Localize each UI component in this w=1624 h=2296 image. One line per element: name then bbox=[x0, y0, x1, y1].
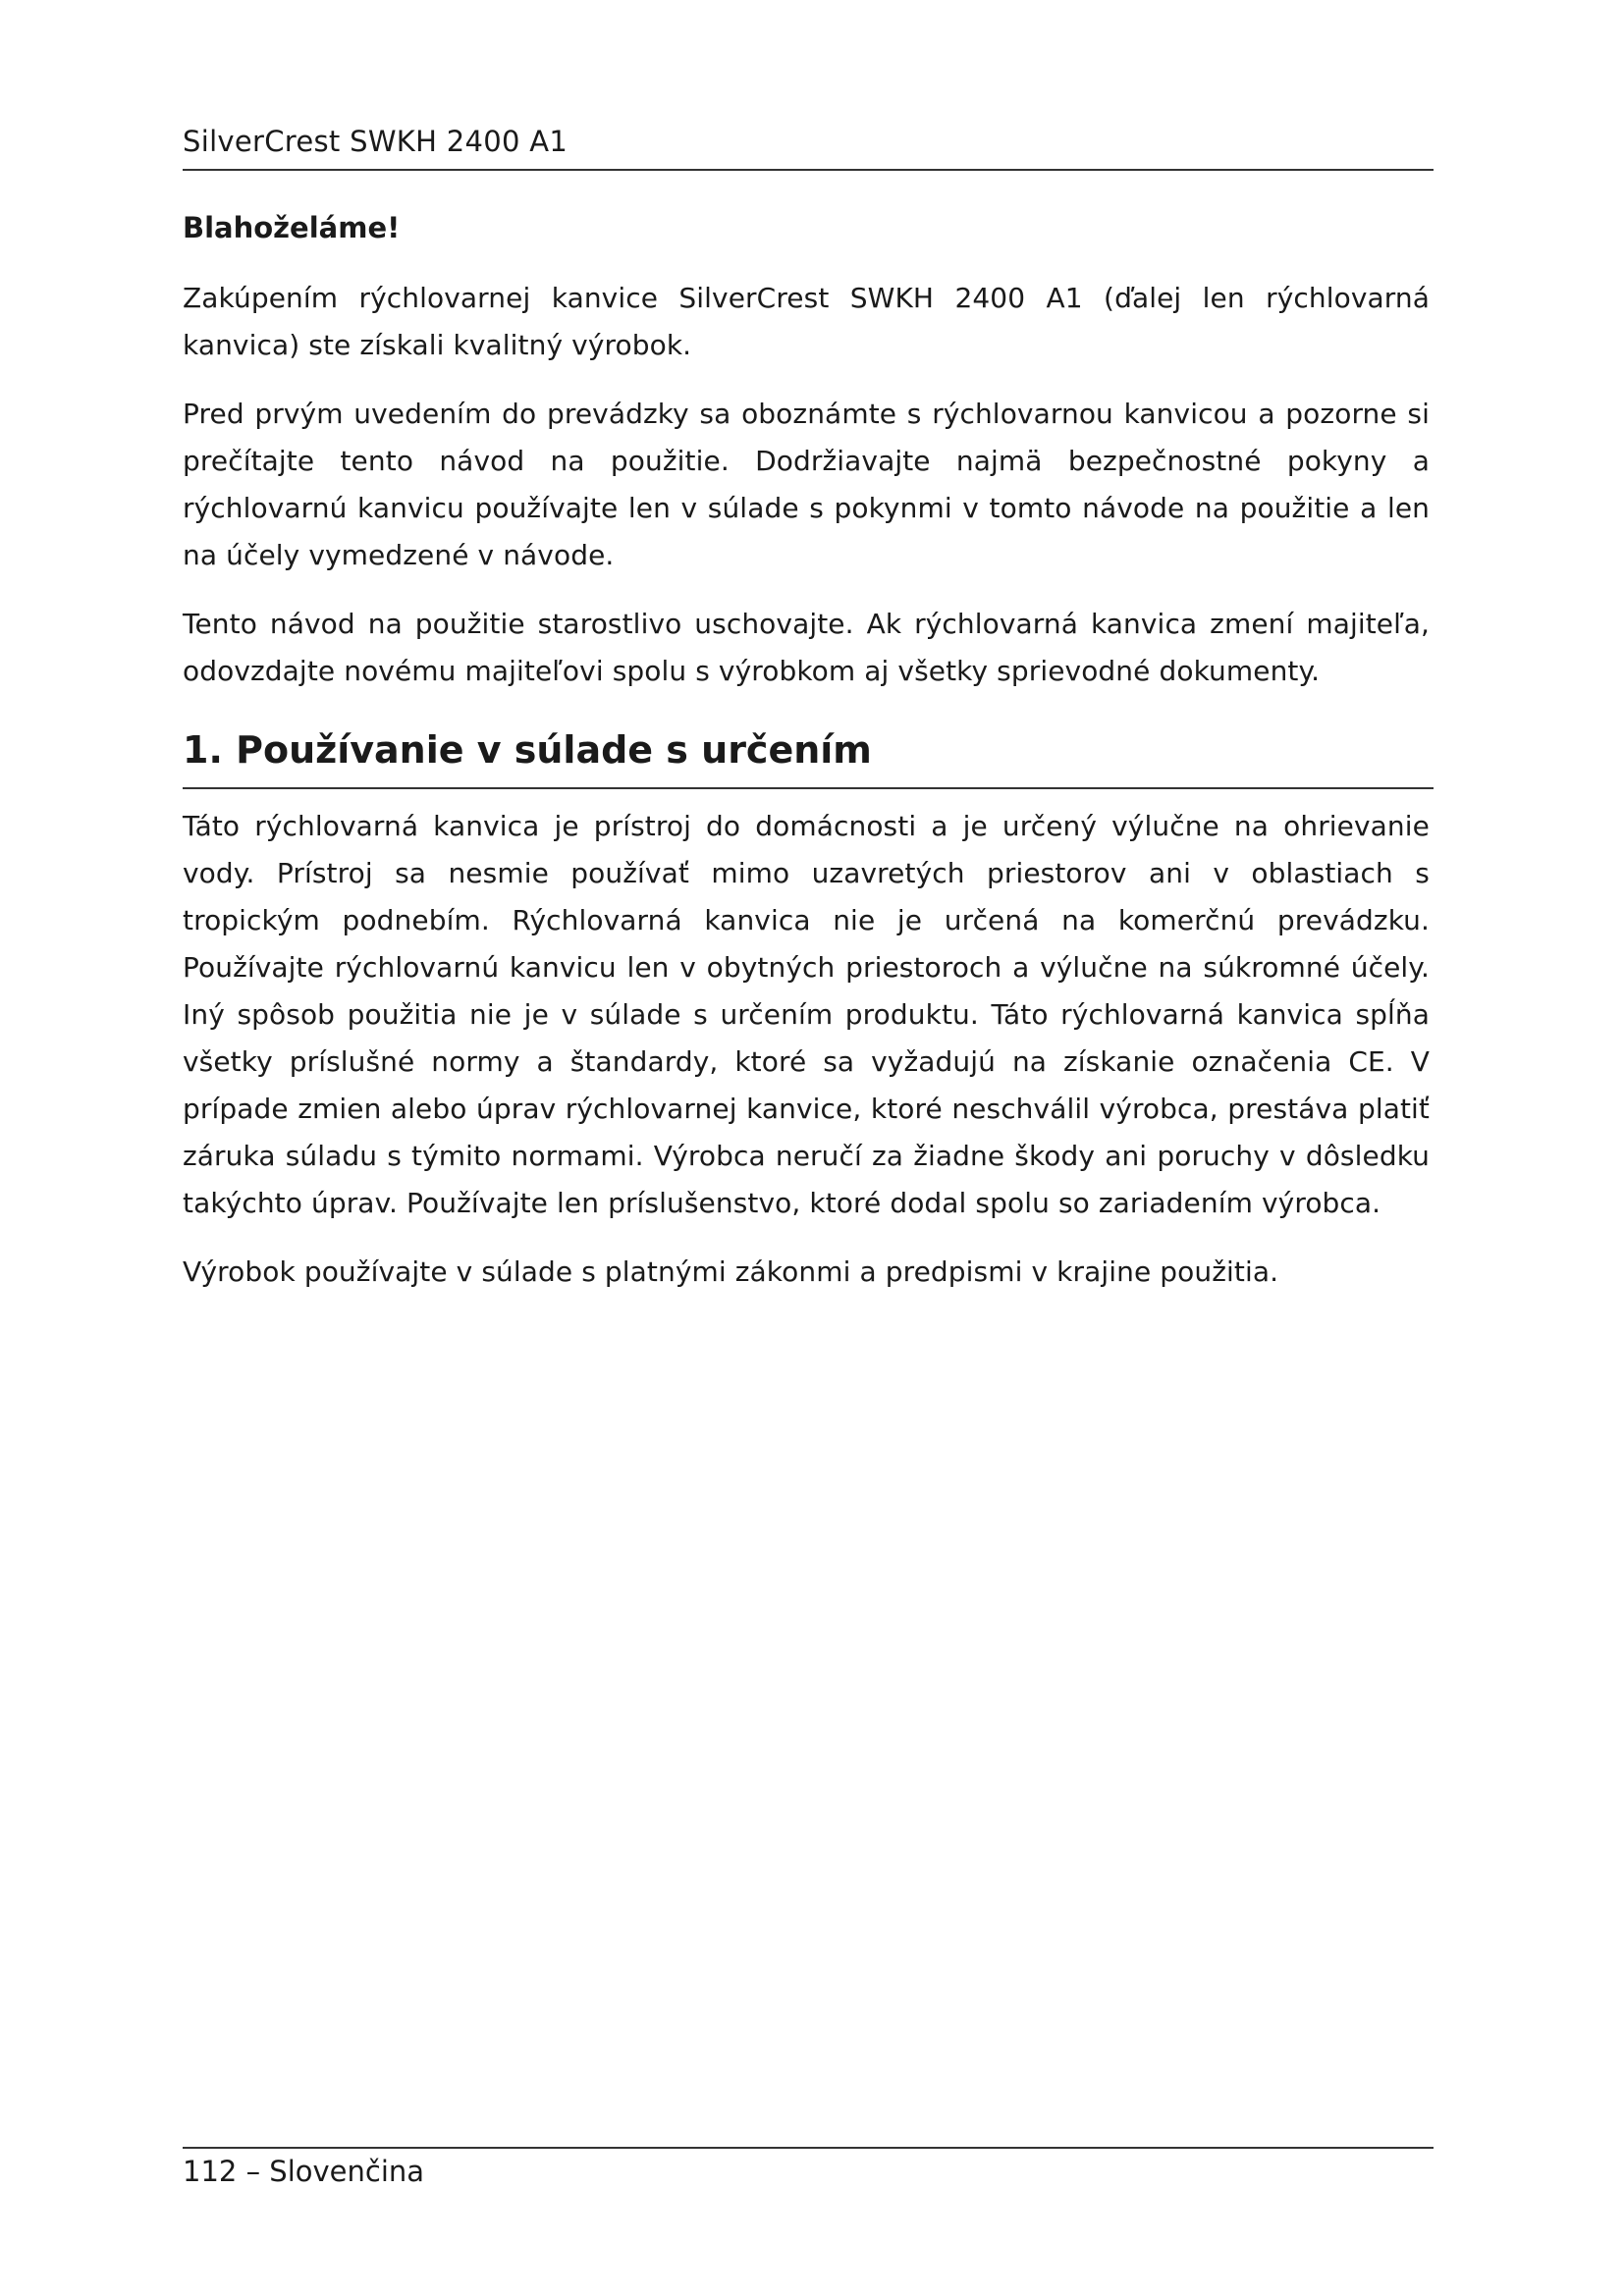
section-paragraph: Táto rýchlovarná kanvica je prístroj do domácnosti a je určený výlučne na ohrievanie vody. Prístroj sa nesmie používať mimo uzavretých priestorov ani v oblastiach s tropickým podnebím. Rýchlovarná kanvica nie je určená na komerčnú prevádzku. Používajte rýchlovarnú kanvicu len v obytných priestoroch a výlučne na súkromné účely. Iný spôsob použitia nie je v súlade s určením produktu. Táto rýchlovarná kanvica spĺňa všetky príslušné normy a štandardy, ktoré sa vyžadujú na získanie označenia CE. V prípade zmien alebo úprav rýchlovarnej kanvice, ktoré neschválil výrobca, prestáva platiť záruka súladu s týmito normami. Výrobca neručí za žiadne škody ani poruchy v dôsledku takýchto úprav. Používajte len príslušenstvo, ktoré dodal spolu so zariadením výrobca. bbox=[183, 810, 1430, 1219]
page-number: 112 – Slovenčina bbox=[183, 2155, 425, 2188]
intro-paragraph: Pred prvým uvedením do prevádzky sa oboznámte s rýchlovarnou kanvicou a pozorne si prečítajte tento návod na použitie. Dodržiavajte najmä bezpečnostné pokyny a rýchlovarnú kanvicu používajte len v súlade s pokynmi v tomto návode na použitie a len na účely vymedzené v návode. bbox=[183, 398, 1430, 571]
page-content bbox=[183, 208, 1430, 1317]
section-paragraph: Výrobok používajte v súlade s platnými zákonmi a predpismi v krajine použitia. bbox=[183, 1255, 1279, 1288]
intro-title: Blahoželáme! bbox=[183, 211, 401, 244]
page-header: SilverCrest SWKH 2400 A1 bbox=[183, 125, 568, 158]
intro-paragraph: Zakúpením rýchlovarnej kanvice SilverCrest SWKH 2400 A1 (ďalej len rýchlovarná kanvica) ste získali kvalitný výrobok. bbox=[183, 282, 1430, 361]
footer-divider bbox=[183, 2147, 1434, 2149]
header-divider bbox=[183, 169, 1434, 171]
section-body bbox=[183, 803, 1430, 1296]
intro-paragraph: Tento návod na použitie starostlivo uschovajte. Ak rýchlovarná kanvica zmení majiteľa, odovzdajte novému majiteľovi spolu s výrobkom aj všetky sprievodné dokumenty. bbox=[183, 608, 1430, 687]
section-heading: 1. Používanie v súlade s určením bbox=[183, 724, 1434, 789]
